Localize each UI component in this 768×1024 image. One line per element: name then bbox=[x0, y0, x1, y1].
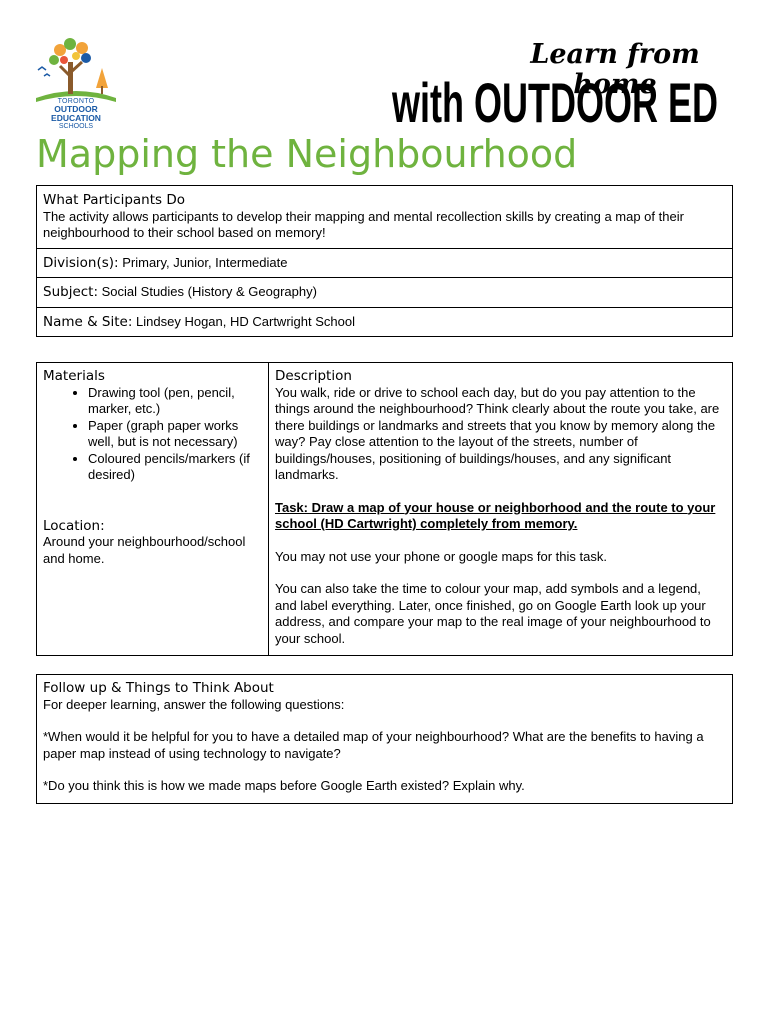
info-table bbox=[36, 185, 733, 337]
name-site-value: Lindsey Hogan, HD Cartwright School bbox=[136, 313, 355, 329]
materials-list bbox=[43, 385, 262, 484]
follow-up-question-2: *Do you think this is how we made maps before Google Earth existed? Explain why. bbox=[43, 778, 525, 793]
slogan-outdoor-ed-text: with OUTDOOR ED bbox=[391, 71, 718, 130]
follow-up-intro: For deeper learning, answer the following questions: bbox=[43, 696, 345, 712]
logo-line-2: OUTDOOR EDUCATION bbox=[51, 104, 101, 123]
what-participants-do-text: The activity allows participants to develop their mapping and mental recollection skills by creating a map of their neighbourhood to their school based on memory! bbox=[43, 208, 684, 240]
materials-cell bbox=[37, 363, 269, 656]
activity-table bbox=[36, 362, 733, 656]
materials-item: • Paper (graph paper works well, but is not necessary) bbox=[88, 418, 262, 451]
slogan-outdoor-ed bbox=[390, 70, 720, 130]
description-paragraph-1: You walk, ride or drive to school each day, but do you pay attention to the things around the neighbourhood? Think clearly about the route you take, are there buildings or landmarks and streets that you know by memory along the way? Pay close attention to the layout of the streets, number of buildings/houses, positioning of buildings/houses, and any significant landmarks. bbox=[275, 384, 720, 482]
follow-up-table bbox=[36, 674, 733, 804]
page-title: Mapping the Neighbourhood bbox=[36, 132, 578, 176]
division-value: Primary, Junior, Intermediate bbox=[122, 254, 288, 270]
description-task: Task: Draw a map of your house or neighborhood and the route to your school (HD Cartwright) completely from memory. bbox=[275, 499, 716, 531]
what-participants-do-label: What Participants Do bbox=[43, 192, 186, 208]
description-label: Description bbox=[275, 368, 352, 384]
follow-up-cell bbox=[37, 675, 733, 804]
description-paragraph-2: You may not use your phone or google maps for this task. bbox=[275, 548, 607, 564]
location-label: Location: bbox=[43, 517, 105, 534]
materials-item: • Drawing tool (pen, pencil, marker, etc.) bbox=[88, 385, 262, 418]
logo-line-1: TORONTO bbox=[57, 98, 95, 105]
materials-label: Materials bbox=[43, 368, 105, 384]
location-text: Around your neighbourhood/school and home. bbox=[43, 534, 246, 566]
subject-row bbox=[37, 278, 733, 308]
slogan-learn-from-home: Learn from home bbox=[530, 39, 700, 100]
what-participants-do-row bbox=[37, 186, 733, 249]
subject-label: Subject: bbox=[43, 284, 99, 300]
division-label: Division(s): bbox=[43, 254, 119, 271]
materials-item: • Coloured pencils/markers (if desired) bbox=[88, 451, 262, 484]
follow-up-label: Follow up & Things to Think About bbox=[43, 680, 274, 696]
division-row bbox=[37, 248, 733, 278]
description-paragraph-3: You can also take the time to colour your map, add symbols and a legend, and label everything. Later, once finished, go on Google Earth look up your address, and compare your map to the real image of your neighbourhood to your school. bbox=[275, 581, 711, 646]
logo-line-3: SCHOOLS bbox=[58, 123, 94, 130]
subject-value: Social Studies (History & Geography) bbox=[101, 284, 317, 299]
follow-up-question-1: *When would it be helpful for you to have a detailed map of your neighbourhood? What are the benefits to having a paper map instead of using technology to navigate? bbox=[43, 729, 704, 761]
logo-text bbox=[30, 98, 122, 130]
description-cell bbox=[269, 363, 733, 656]
name-site-label: Name & Site: bbox=[43, 313, 133, 330]
name-site-row bbox=[37, 307, 733, 337]
